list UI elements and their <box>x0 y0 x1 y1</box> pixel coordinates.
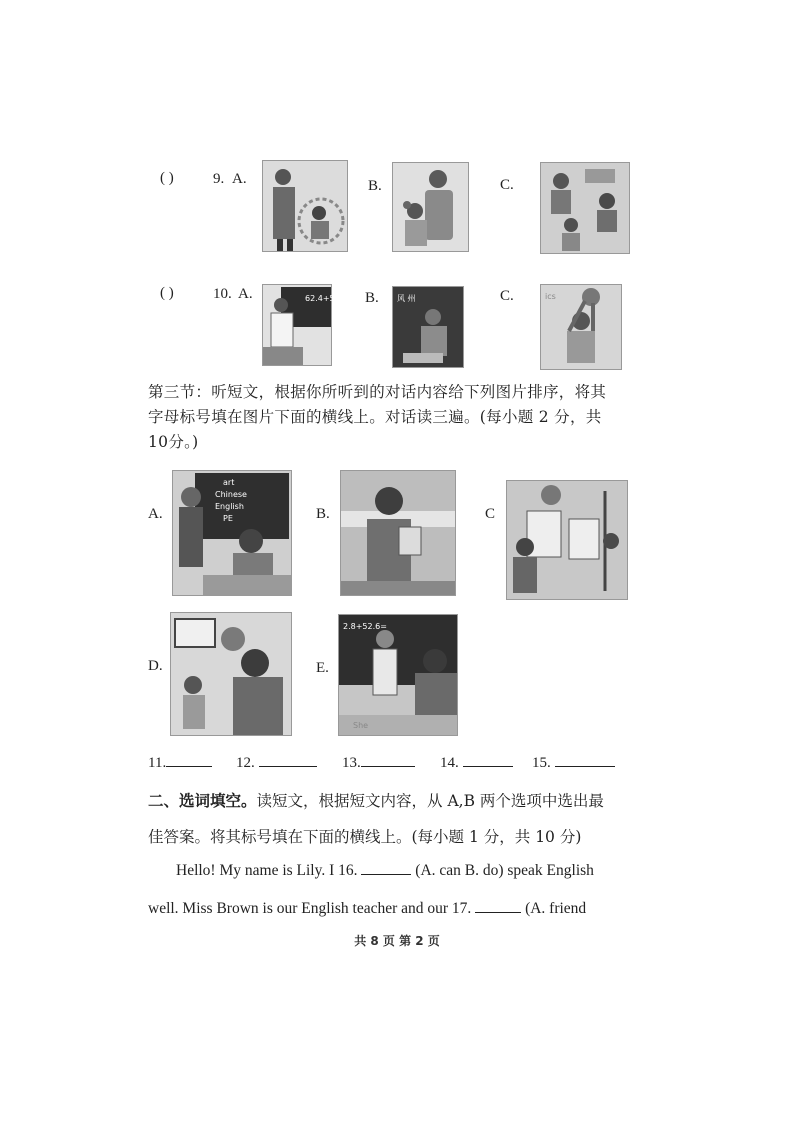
blank-16[interactable] <box>361 860 411 875</box>
board-subject-0: art <box>223 478 235 487</box>
section3-line2: 字母标号填在图片下面的横线上。对话读三遍。(每小题 2 分，共 <box>148 408 602 426</box>
picture-10b[interactable] <box>392 286 464 368</box>
classroom-board-icon <box>173 471 291 595</box>
picture-e-sign: She <box>353 721 369 730</box>
picture-9b[interactable] <box>392 162 469 252</box>
picture-label-d: D. <box>148 658 163 674</box>
option-label-10c: C. <box>500 288 514 304</box>
board-subject-2: English <box>215 502 244 511</box>
passage-text-1a: Hello! My name is Lily. I 16. <box>176 862 358 879</box>
math-teacher-icon <box>263 285 335 365</box>
blank-13[interactable] <box>342 752 415 772</box>
picture-10c[interactable] <box>540 284 622 370</box>
option-label-10a: A. <box>238 286 253 302</box>
basketball-icon <box>171 613 291 735</box>
blank-14[interactable] <box>440 752 513 772</box>
blank-12[interactable] <box>236 752 317 772</box>
man-with-boy-icon <box>263 161 347 251</box>
blank-number-12: 12. <box>236 755 255 771</box>
option-label-9b: B. <box>368 178 382 194</box>
answer-paren-9[interactable]: ( ) <box>160 170 174 186</box>
picture-9a[interactable] <box>262 160 348 252</box>
woman-with-child-icon <box>393 163 468 251</box>
option-label-9a: A. <box>232 171 247 187</box>
part2-line2: 佳答案。将其标号填在下面的横线上。(每小题 1 分，共 10 分) <box>148 828 582 846</box>
board-text-10c: ics <box>545 292 556 301</box>
picture-d[interactable] <box>170 612 292 736</box>
picture-b[interactable] <box>340 470 456 596</box>
option-label-9c: C. <box>500 177 514 193</box>
blank-number-13: 13. <box>342 755 361 771</box>
picture-c[interactable] <box>506 480 628 600</box>
picture-e[interactable] <box>338 614 458 736</box>
board-text-e: 2.8+52.6= <box>343 622 387 631</box>
blank-17[interactable] <box>475 898 521 913</box>
board-subject-1: Chinese <box>215 490 247 499</box>
question-number-9: 9. <box>213 171 225 187</box>
picture-a[interactable] <box>172 470 292 596</box>
option-label-10b: B. <box>365 290 379 306</box>
boy-reading-icon <box>341 471 455 595</box>
picture-9c[interactable] <box>540 162 630 254</box>
picture-label-a: A. <box>148 506 163 522</box>
picture-10a[interactable] <box>262 284 335 366</box>
passage-line-1 <box>148 860 618 880</box>
part2-instructions <box>148 783 628 855</box>
picture-label-e: E. <box>316 660 329 676</box>
board-subject-3: PE <box>223 514 233 523</box>
chinese-teacher-icon <box>393 287 463 367</box>
part2-line1: 读短文，根据短文内容，从 A,B 两个选项中选出最 <box>256 792 604 810</box>
blank-number-15: 15. <box>532 755 551 771</box>
picture-label-c: C <box>485 506 496 522</box>
math-class-icon <box>339 615 457 735</box>
page-footer: 共 8 页 第 2 页 <box>354 934 440 948</box>
section3-line3: 10分。) <box>148 433 199 451</box>
board-text-10a: 62.4+5 <box>305 294 335 303</box>
part2-heading: 二、选词填空。 <box>148 792 257 810</box>
passage-line-2 <box>148 898 618 918</box>
question-number-10: 10. <box>213 286 232 302</box>
art-class-icon <box>507 481 627 599</box>
answer-paren-10[interactable]: ( ) <box>160 285 174 301</box>
board-text-10b: 风 州 <box>397 294 416 303</box>
children-playing-icon <box>541 163 629 253</box>
pe-teacher-icon <box>541 285 621 369</box>
blank-number-14: 14. <box>440 755 459 771</box>
blank-11[interactable] <box>148 752 212 772</box>
section3-instructions <box>148 380 628 455</box>
passage-text-2a: well. Miss Brown is our English teacher and our 17. <box>148 900 472 917</box>
passage-text-1b: (A. can B. do) speak English <box>415 862 594 879</box>
blank-number-11: 11. <box>148 755 167 771</box>
section3-line1: 第三节：听短文，根据你所听到的对话内容给下列图片排序，将其 <box>148 383 607 401</box>
passage-text-2b: (A. friend <box>525 900 587 917</box>
blank-15[interactable] <box>532 752 615 772</box>
picture-label-b: B. <box>316 506 330 522</box>
